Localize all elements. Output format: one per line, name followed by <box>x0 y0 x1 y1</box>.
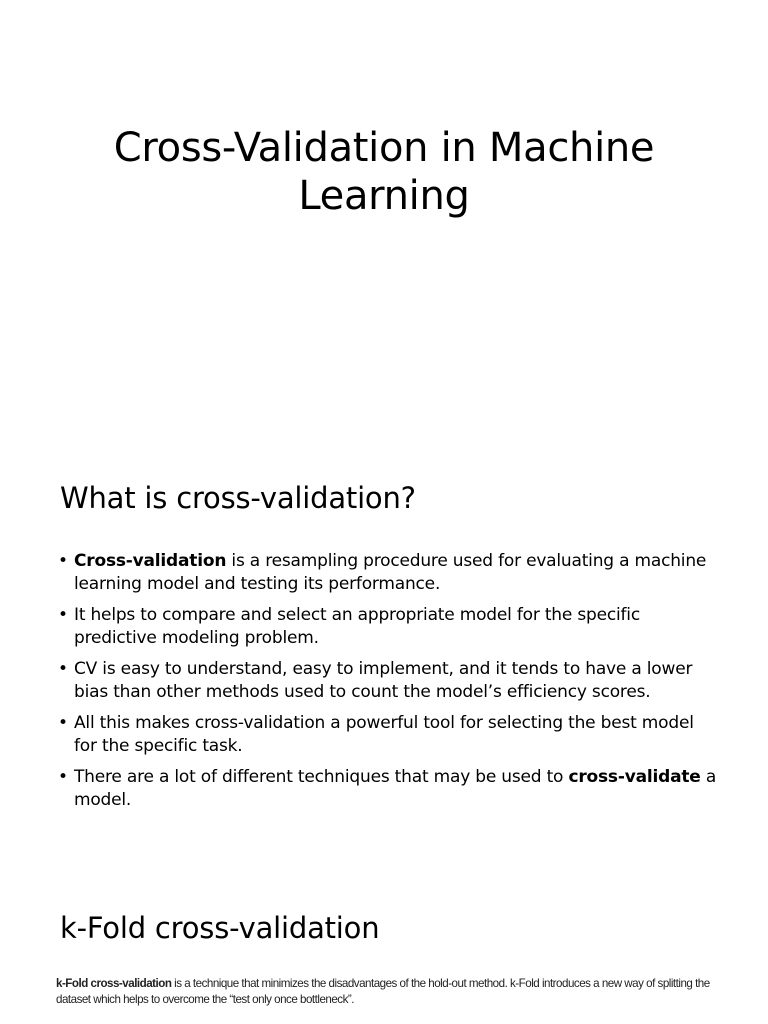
bullet-item <box>58 766 718 812</box>
kfold-description <box>56 976 716 1008</box>
bullet-text: It helps to compare and select an appropriate model for the specific predictive modeling problem. <box>74 605 640 648</box>
bullet-dot-icon: • <box>58 605 68 625</box>
kfold-slide <box>0 880 768 1024</box>
bullet-item <box>58 658 718 704</box>
what-is-slide <box>0 440 768 880</box>
bullet-bold-term: Cross-validation <box>74 551 227 571</box>
bullet-dot-icon: • <box>58 551 68 571</box>
slide-title <box>60 124 708 220</box>
bullet-text: CV is easy to understand, easy to implement, and it tends to have a lower bias than other methods used to count the model’s efficiency scores. <box>74 659 693 702</box>
bullet-text: All this makes cross-validation a powerful tool for selecting the best model for the specific task. <box>74 713 694 756</box>
section-heading-what-is: What is cross-validation? <box>60 481 416 515</box>
bullet-text: There are a lot of different techniques that may be used to <box>74 767 569 787</box>
slide-title-line-2: Learning <box>298 173 470 219</box>
bullet-list <box>58 550 718 820</box>
bullet-text: a model. <box>74 767 717 810</box>
bullet-text: is a resampling procedure used for evaluating a machine learning model and testing its performance. <box>74 551 707 594</box>
bullet-item <box>58 712 718 758</box>
section-heading-kfold: k-Fold cross-validation <box>60 911 380 945</box>
bullet-dot-icon: • <box>58 767 68 787</box>
kfold-desc-text: is a technique that minimizes the disadvantages of the hold-out method. k-Fold introduces a new way of splitting the dataset which helps to overcome the “test only once bottleneck”. <box>56 977 710 1006</box>
bullet-dot-icon: • <box>58 713 68 733</box>
slide-title-line-1: Cross-Validation in Machine <box>113 125 655 171</box>
bullet-item <box>58 604 718 650</box>
kfold-bold-term: k-Fold cross-validation <box>56 977 172 990</box>
title-slide <box>0 0 768 440</box>
bullet-item <box>58 550 718 596</box>
bullet-dot-icon: • <box>58 659 68 679</box>
bullet-bold-term: cross-validate <box>568 767 701 787</box>
